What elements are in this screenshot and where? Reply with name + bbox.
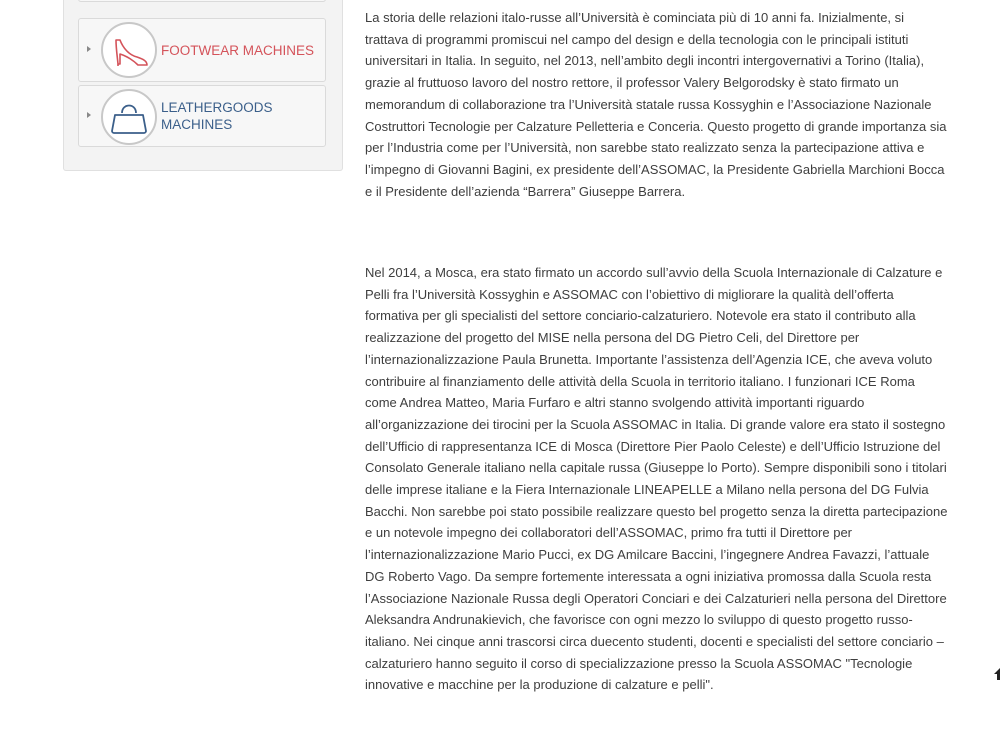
footwear-circle bbox=[101, 22, 157, 78]
handbag-icon bbox=[103, 91, 155, 143]
expand-arrow-icon[interactable] bbox=[87, 112, 91, 118]
category-item-footwear-machines[interactable] bbox=[78, 18, 326, 82]
category-label-leathergoods[interactable] bbox=[161, 99, 273, 133]
high-heel-shoe-icon bbox=[103, 24, 155, 76]
category-sidebar bbox=[63, 0, 343, 171]
paragraph-text: La storia delle relazioni italo-russe all’Università è cominciata più di 10 anni fa. Inizialmente, si trattava di programmi promiscui nel campo del design e della tecnologia con le principali istituti universitari in Italia. In seguito, nel 2013, nell’ambito degli incontri intergovernativi a Torino (Italia), grazie al fruttuoso lavoro del nostro rettore, il professor Valery Belgorodsky è stato firmato un memorandum di collaborazione tra l’Università statale russa Kossyghin e l’Associazione Nazionale Costruttori Tecnologie per Calzature Pelletteria e Conceria. Questo progetto di grande importanza sia per l’Industria come per l’Università, non sarebbe stato realizzato senza la partecipazione attiva e l’impegno di Giovanni Bagini, ex presidente dell’ASSOMAC, la Presidente Gabriella Marchioni Bocca e il Presidente dell’azienda “Barrera” Giuseppe Barrera. bbox=[365, 10, 947, 199]
category-label-leathergoods-line2[interactable]: MACHINES bbox=[161, 117, 233, 132]
expand-arrow-icon[interactable] bbox=[87, 46, 91, 52]
cursor-arrow-icon bbox=[993, 668, 1000, 680]
article-paragraph-2 bbox=[365, 262, 948, 696]
leathergoods-circle bbox=[101, 89, 157, 145]
paragraph-text: Nel 2014, a Mosca, era stato firmato un accordo sull’avvio della Scuola Internazionale di Calzature e Pelli fra l’Università Kossyghin e ASSOMAC con l’obiettivo di migliorare la qualità dell’offerta formativa per gli specialisti del settore conciario-calzaturiero. Notevole era stato il contributo alla realizzazione del progetto del MISE nella persona del DG Pietro Celi, del Direttore per l’internazionalizzazione Paula Brunetta. Importante l’assistenza dell’Agenzia ICE, che aveva voluto contribuire al finanziamento delle attività della Scuola in territorio italiano. I funzionari ICE Roma come Andrea Matteo, Maria Furfaro e altri stanno svolgendo attività importanti riguardo all’organizzazione dei tirocini per la Scuola ASSOMAC in Italia. Di grande valore era stato il sostegno dell’Ufficio di rappresentanza ICE di Mosca (Direttore Pier Paolo Celeste) e dell’Ufficio Istruzione del Consolato Generale italiano nella capitale russa (Giuseppe lo Porto). Sempre disponibili sono i titolari delle imprese italiane e la Fiera Internazionale LINEAPELLE a Milano nella persona del DG Fulvia Bacchi. Non sarebbe poi stato possibile realizzare questo bel progetto senza la diretta partecipazione e un notevole impegno dei collaboratori dell’ASSOMAC, primo fra tutti il Direttore per l’internazionalizzazione Mario Pucci, ex DG Amilcare Baccini, l’ingegnere Andrea Favazzi, l’attuale DG Roberto Vago. Da sempre fortemente interessata a ogni iniziativa promossa dalla Scuola resta l’Associazione Nazionale Russa degli Operatori Conciari e dei Calzaturieri nella persona del Direttore Aleksandra Andrunakievich, che favorisce con ogni mezzo lo sviluppo di questo progetto russo-italiano. Nei cinque anni trascorsi circa duecento studenti, docenti e specialisti del settore conciario –calzaturiero hanno seguito il corso di specializzazione presso la Scuola ASSOMAC "Tecnologie innovative e macchine per la produzione di calzature e pelli". bbox=[365, 265, 948, 693]
category-item-leathergoods-machines[interactable] bbox=[78, 85, 326, 147]
category-label-footwear[interactable]: FOOTWEAR MACHINES bbox=[161, 43, 315, 58]
category-label-leathergoods-line1[interactable]: LEATHERGOODS bbox=[161, 100, 273, 115]
category-item-partial[interactable] bbox=[78, 0, 326, 2]
article-paragraph-1 bbox=[365, 7, 948, 202]
